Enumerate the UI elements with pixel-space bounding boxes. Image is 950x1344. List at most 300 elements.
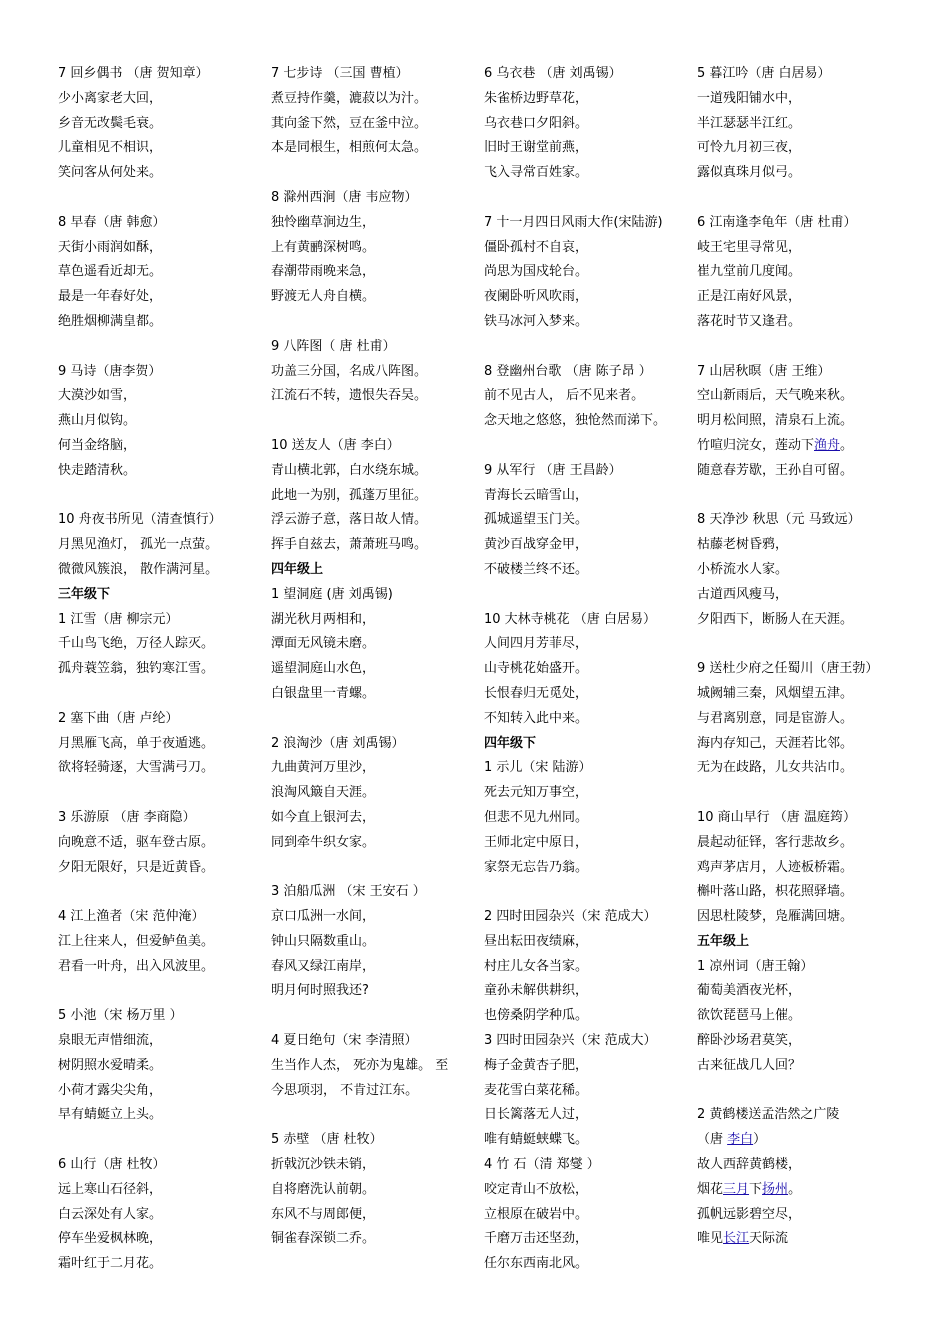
column-3 bbox=[484, 62, 696, 1277]
line-text: 。 bbox=[840, 437, 854, 453]
text-line bbox=[697, 87, 909, 112]
line-text: 青海长云暗雪山， bbox=[484, 487, 589, 503]
line-text: 远上寒山石径斜， bbox=[58, 1181, 163, 1197]
line-text: 家祭无忘告乃翁。 bbox=[484, 859, 589, 875]
line-text: 8 登幽州台歌 （唐 陈子昂 ） bbox=[484, 363, 652, 379]
line-text: 夜阑卧听风吹雨， bbox=[484, 289, 589, 305]
text-line bbox=[484, 459, 696, 484]
line-text: 1 凉州词（唐王翰） bbox=[697, 958, 814, 974]
line-text: 醉卧沙场君莫笑， bbox=[697, 1033, 802, 1049]
line-text: 潭面无风镜未磨。 bbox=[271, 636, 376, 652]
line-text: 正是江南好风景， bbox=[697, 289, 802, 305]
line-text: 5 暮江吟（唐 白居易） bbox=[697, 66, 831, 81]
line-text: 同到牵牛织女家。 bbox=[271, 834, 376, 850]
line-text: 岐王宅里寻常见， bbox=[697, 239, 802, 255]
text-line bbox=[484, 1029, 696, 1054]
line-text: 下 bbox=[749, 1181, 763, 1197]
text-line bbox=[484, 682, 696, 707]
grade-heading bbox=[58, 583, 270, 608]
text-line bbox=[697, 707, 909, 732]
line-text: 五年级上 bbox=[697, 933, 750, 949]
line-text: 大漠沙如雪， bbox=[58, 388, 137, 404]
line-text: 日长篱落无人过， bbox=[484, 1107, 589, 1123]
line-text: 念天地之悠悠，独怆然而涕下。 bbox=[484, 413, 667, 429]
line-text: 尚思为国戍轮台。 bbox=[484, 264, 589, 280]
line-text: 古道西风瘦马， bbox=[697, 586, 789, 602]
line-text: 孤城遥望玉门关。 bbox=[484, 512, 589, 528]
line-text: 9 八阵图（ 唐 杜甫） bbox=[271, 338, 396, 354]
line-text: 九曲黄河万里沙， bbox=[271, 760, 376, 776]
line-text: 空山新雨后，天气晚来秋。 bbox=[697, 388, 854, 404]
line-text: 燕山月似钩。 bbox=[58, 413, 137, 429]
line-text: 霜叶红于二月花。 bbox=[58, 1256, 163, 1272]
line-text: 槲叶落山路，枳花照驿墙。 bbox=[697, 884, 854, 900]
line-text: 明月松间照，清泉石上流。 bbox=[697, 413, 854, 429]
line-text: 如今直上银河去， bbox=[271, 809, 376, 825]
line-text: 2 黄鹤楼送孟浩然之广陵 bbox=[697, 1107, 840, 1123]
text-line bbox=[697, 360, 909, 385]
line-text: 泉眼无声惜细流， bbox=[58, 1033, 163, 1049]
line-text: 立根原在破岩中。 bbox=[484, 1206, 589, 1222]
line-text: 江流石不转，遗恨失吞吴。 bbox=[271, 388, 428, 404]
text-line bbox=[58, 236, 270, 261]
text-line bbox=[697, 459, 909, 484]
text-line bbox=[271, 1128, 483, 1153]
text-line bbox=[484, 409, 696, 434]
line-text: 明月何时照我还? bbox=[271, 983, 369, 999]
text-line bbox=[58, 260, 270, 285]
text-line bbox=[271, 360, 483, 385]
line-text: 3 泊船瓜洲 （宋 王安石 ） bbox=[271, 884, 426, 900]
line-text: 乌衣巷口夕阳斜。 bbox=[484, 115, 589, 131]
text-line bbox=[58, 707, 270, 732]
line-text: 10 商山早行 （唐 温庭筠） bbox=[697, 809, 856, 825]
text-line bbox=[697, 1054, 909, 1079]
text-line bbox=[58, 756, 270, 781]
text-line bbox=[484, 508, 696, 533]
hyperlink[interactable]: 渔舟 bbox=[814, 437, 841, 453]
text-line bbox=[484, 260, 696, 285]
line-text: 梅子金黄杏子肥， bbox=[484, 1057, 589, 1073]
text-line bbox=[271, 979, 483, 1004]
text-line bbox=[484, 756, 696, 781]
text-line bbox=[697, 1103, 909, 1128]
line-text: 8 早春（唐 韩愈） bbox=[58, 214, 166, 230]
line-text: 7 回乡偶书 （唐 贺知章） bbox=[58, 66, 209, 81]
line-text: 一道残阳铺水中， bbox=[697, 90, 802, 106]
line-text: 铜雀春深锁二乔。 bbox=[271, 1231, 376, 1247]
text-line bbox=[697, 657, 909, 682]
line-text: 野渡无人舟自横。 bbox=[271, 289, 376, 305]
line-text: 10 舟夜书所见（清查慎行） bbox=[58, 512, 222, 528]
text-line bbox=[58, 1252, 270, 1277]
grade-heading bbox=[697, 930, 909, 955]
text-line bbox=[697, 856, 909, 881]
text-line bbox=[697, 806, 909, 831]
text-line bbox=[58, 1178, 270, 1203]
text-line bbox=[271, 533, 483, 558]
text-line bbox=[58, 384, 270, 409]
line-text: 绝胜烟柳满皇都。 bbox=[58, 313, 163, 329]
line-text: 麦花雪白菜花稀。 bbox=[484, 1082, 589, 1098]
line-text: 小荷才露尖尖角， bbox=[58, 1082, 163, 1098]
line-text: 9 从军行 （唐 王昌龄） bbox=[484, 462, 622, 478]
line-text: 无为在歧路，儿女共沾巾。 bbox=[697, 760, 854, 776]
text-line bbox=[271, 781, 483, 806]
line-text: 天际流 bbox=[749, 1231, 789, 1247]
line-text: 10 大林寺桃花 （唐 白居易） bbox=[484, 611, 656, 627]
blank-line bbox=[271, 1103, 483, 1128]
line-text: 7 山居秋暝（唐 王维） bbox=[697, 363, 831, 379]
text-line bbox=[697, 384, 909, 409]
line-text: 1 江雪（唐 柳宗元） bbox=[58, 611, 179, 627]
column-2 bbox=[271, 62, 483, 1252]
text-line bbox=[58, 434, 270, 459]
text-line bbox=[697, 682, 909, 707]
line-text: 6 乌衣巷 （唐 刘禹锡） bbox=[484, 66, 622, 81]
line-text: 挥手自兹去，萧萧班马鸣。 bbox=[271, 537, 428, 553]
text-line bbox=[271, 682, 483, 707]
line-text: 晨起动征铎，客行悲故乡。 bbox=[697, 834, 854, 850]
text-line bbox=[484, 1103, 696, 1128]
text-line bbox=[271, 508, 483, 533]
line-text: 微微风簇浪， 散作满河星。 bbox=[58, 561, 219, 577]
line-text: ） bbox=[753, 1132, 767, 1148]
blank-line bbox=[58, 186, 270, 211]
text-line bbox=[271, 459, 483, 484]
line-text: 孤帆远影碧空尽， bbox=[697, 1206, 802, 1222]
text-line bbox=[271, 260, 483, 285]
line-text: 7 七步诗 （三国 曹植） bbox=[271, 66, 409, 81]
line-text: 孤舟蓑笠翁，独钓寒江雪。 bbox=[58, 661, 215, 677]
text-line bbox=[271, 112, 483, 137]
line-text: 小桥流水人家。 bbox=[697, 561, 789, 577]
text-line bbox=[484, 558, 696, 583]
text-line bbox=[484, 1079, 696, 1104]
text-line bbox=[484, 285, 696, 310]
line-text: 白云深处有人家。 bbox=[58, 1206, 163, 1222]
text-line bbox=[484, 1153, 696, 1178]
text-line bbox=[484, 112, 696, 137]
line-text: 落花时节又逢君。 bbox=[697, 313, 802, 329]
line-text: 欲饮琵琶马上催。 bbox=[697, 1008, 802, 1024]
text-line bbox=[484, 608, 696, 633]
hyperlink[interactable]: 扬州 bbox=[762, 1181, 789, 1197]
line-text: 竹喧归浣女，莲动下 bbox=[697, 437, 815, 453]
text-line bbox=[697, 608, 909, 633]
text-line bbox=[271, 806, 483, 831]
text-line bbox=[697, 310, 909, 335]
text-line bbox=[484, 211, 696, 236]
text-line bbox=[484, 1054, 696, 1079]
hyperlink[interactable]: 长江 bbox=[723, 1231, 750, 1247]
line-text: 黄沙百战穿金甲， bbox=[484, 537, 589, 553]
line-text: 5 小池（宋 杨万里 ） bbox=[58, 1008, 183, 1024]
text-line bbox=[697, 732, 909, 757]
line-text: 浮云游子意，落日故人情。 bbox=[271, 512, 428, 528]
line-text: 夕阳无限好，只是近黄昏。 bbox=[58, 859, 215, 875]
line-text: 村庄儿女各当家。 bbox=[484, 958, 589, 974]
line-text: 海内存知己，天涯若比邻。 bbox=[697, 735, 854, 751]
text-line bbox=[697, 583, 909, 608]
line-text: 4 竹 石（清 郑燮 ） bbox=[484, 1157, 600, 1173]
line-text: 10 送友人（唐 李白） bbox=[271, 437, 400, 453]
line-text: 故人西辞黄鹤楼， bbox=[697, 1157, 802, 1173]
line-text: 2 浪淘沙（唐 刘禹锡） bbox=[271, 735, 405, 751]
line-text: 任尔东西南北风。 bbox=[484, 1256, 589, 1272]
text-line bbox=[58, 632, 270, 657]
line-text: 春潮带雨晚来急， bbox=[271, 264, 376, 280]
line-text: 长恨春归无觅处， bbox=[484, 685, 589, 701]
text-line bbox=[697, 260, 909, 285]
text-line bbox=[484, 161, 696, 186]
blank-line bbox=[58, 335, 270, 360]
text-line bbox=[271, 608, 483, 633]
line-text: 铁马冰河入梦来。 bbox=[484, 313, 589, 329]
text-line bbox=[58, 1227, 270, 1252]
line-text: 遥望洞庭山水色， bbox=[271, 661, 376, 677]
line-text: 3 四时田园杂兴（宋 范成大） bbox=[484, 1033, 657, 1049]
text-line bbox=[271, 136, 483, 161]
text-line bbox=[697, 409, 909, 434]
hyperlink[interactable]: 三月 bbox=[723, 1181, 750, 1197]
text-line bbox=[484, 930, 696, 955]
line-text: 朱雀桥边野草花， bbox=[484, 90, 589, 106]
text-line bbox=[484, 1203, 696, 1228]
text-line bbox=[58, 409, 270, 434]
text-line bbox=[271, 1079, 483, 1104]
text-line bbox=[697, 62, 909, 87]
text-line bbox=[58, 459, 270, 484]
text-line bbox=[484, 236, 696, 261]
text-line bbox=[271, 285, 483, 310]
line-text: 月黑雁飞高，单于夜遁逃。 bbox=[58, 735, 215, 751]
line-text: 快走踏清秋。 bbox=[58, 462, 137, 478]
text-line bbox=[271, 1029, 483, 1054]
line-text: 山寺桃花始盛开。 bbox=[484, 661, 589, 677]
line-text: 四年级上 bbox=[271, 561, 324, 577]
line-text: 上有黄鹂深树鸣。 bbox=[271, 239, 376, 255]
text-line bbox=[58, 62, 270, 87]
line-text: 青山横北郭，白水绕东城。 bbox=[271, 462, 428, 478]
line-text: 最是一年春好处， bbox=[58, 289, 163, 305]
text-line bbox=[271, 732, 483, 757]
text-line bbox=[484, 905, 696, 930]
line-text: 笑问客从何处来。 bbox=[58, 165, 163, 181]
line-text: 5 赤壁 （唐 杜牧） bbox=[271, 1132, 383, 1148]
blank-line bbox=[271, 310, 483, 335]
line-text: 千山鸟飞绝，万径人踪灭。 bbox=[58, 636, 215, 652]
blank-line bbox=[484, 186, 696, 211]
text-line bbox=[58, 1153, 270, 1178]
text-line bbox=[697, 211, 909, 236]
text-line bbox=[484, 533, 696, 558]
blank-line bbox=[697, 335, 909, 360]
line-text: 少小离家老大回， bbox=[58, 90, 163, 106]
text-line bbox=[484, 657, 696, 682]
line-text: 可怜九月初三夜， bbox=[697, 140, 802, 156]
line-text: 浪淘风簸自天涯。 bbox=[271, 785, 376, 801]
line-text: 1 望洞庭 (唐 刘禹锡) bbox=[271, 586, 393, 602]
text-line bbox=[484, 87, 696, 112]
text-line bbox=[697, 1203, 909, 1228]
text-line bbox=[58, 1054, 270, 1079]
line-text: 三年级下 bbox=[58, 586, 111, 602]
line-text: 9 马诗（唐李贺） bbox=[58, 363, 162, 379]
text-line bbox=[271, 1054, 483, 1079]
line-text: 功盖三分国，名成八阵图。 bbox=[271, 363, 428, 379]
text-line bbox=[697, 112, 909, 137]
text-line bbox=[484, 856, 696, 881]
text-line bbox=[484, 806, 696, 831]
text-line bbox=[697, 1128, 909, 1153]
line-text: 死去元知万事空， bbox=[484, 785, 589, 801]
hyperlink[interactable]: 李白 bbox=[727, 1132, 754, 1148]
text-line bbox=[697, 285, 909, 310]
blank-line bbox=[58, 1128, 270, 1153]
text-line bbox=[58, 533, 270, 558]
line-text: 1 示儿（宋 陆游） bbox=[484, 760, 592, 776]
line-text: 千磨万击还坚劲， bbox=[484, 1231, 589, 1247]
text-line bbox=[697, 756, 909, 781]
text-line bbox=[484, 781, 696, 806]
text-line bbox=[697, 1178, 909, 1203]
line-text: 折戟沉沙铁未销， bbox=[271, 1157, 376, 1173]
text-line bbox=[484, 384, 696, 409]
text-line bbox=[697, 905, 909, 930]
text-line bbox=[58, 1103, 270, 1128]
line-text: 咬定青山不放松， bbox=[484, 1181, 589, 1197]
line-text: 钟山只隔数重山。 bbox=[271, 933, 376, 949]
text-line bbox=[58, 1029, 270, 1054]
text-line bbox=[58, 1079, 270, 1104]
blank-line bbox=[58, 880, 270, 905]
line-text: 湖光秋月两相和， bbox=[271, 611, 376, 627]
blank-line bbox=[58, 781, 270, 806]
line-text: 四年级下 bbox=[484, 735, 537, 751]
text-line bbox=[697, 955, 909, 980]
line-text: 何当金络脑， bbox=[58, 437, 137, 453]
text-line bbox=[58, 161, 270, 186]
line-text: 本是同根生，相煎何太急。 bbox=[271, 140, 428, 156]
blank-line bbox=[271, 1004, 483, 1029]
line-text: 半江瑟瑟半江红。 bbox=[697, 115, 802, 131]
text-line bbox=[271, 384, 483, 409]
text-line bbox=[697, 558, 909, 583]
text-line bbox=[58, 360, 270, 385]
blank-line bbox=[271, 856, 483, 881]
text-line bbox=[697, 533, 909, 558]
line-text: 唯有蜻蜓蛱蝶飞。 bbox=[484, 1132, 589, 1148]
line-text: 煮豆持作羹，漉菽以为汁。 bbox=[271, 90, 428, 106]
line-text: 2 塞下曲（唐 卢纶） bbox=[58, 710, 179, 726]
text-line bbox=[697, 880, 909, 905]
blank-line bbox=[484, 583, 696, 608]
line-text: 春风又绿江南岸， bbox=[271, 958, 376, 974]
text-line bbox=[484, 955, 696, 980]
text-line bbox=[58, 136, 270, 161]
text-line bbox=[58, 732, 270, 757]
line-text: 停车坐爱枫林晚， bbox=[58, 1231, 163, 1247]
text-line bbox=[271, 211, 483, 236]
text-line bbox=[697, 161, 909, 186]
line-text: 树阴照水爱晴柔。 bbox=[58, 1057, 163, 1073]
blank-line bbox=[484, 434, 696, 459]
line-text: 君看一叶舟，出入风波里。 bbox=[58, 958, 215, 974]
text-line bbox=[58, 657, 270, 682]
text-line bbox=[271, 434, 483, 459]
line-text: 东风不与周郎便， bbox=[271, 1206, 376, 1222]
text-line bbox=[58, 285, 270, 310]
line-text: 欲将轻骑逐，大雪满弓刀。 bbox=[58, 760, 215, 776]
text-line bbox=[271, 657, 483, 682]
line-text: 萁向釜下然，豆在釜中泣。 bbox=[271, 115, 428, 131]
text-line bbox=[271, 186, 483, 211]
blank-line bbox=[271, 409, 483, 434]
line-text: 白银盘里一青螺。 bbox=[271, 685, 376, 701]
column-4 bbox=[697, 62, 909, 1252]
line-text: 葡萄美酒夜光杯， bbox=[697, 983, 802, 999]
text-line bbox=[484, 632, 696, 657]
line-text: 也傍桑阴学种瓜。 bbox=[484, 1008, 589, 1024]
text-line bbox=[484, 1227, 696, 1252]
text-line bbox=[271, 484, 483, 509]
line-text: 今思项羽， 不肯过江东。 bbox=[271, 1082, 419, 1098]
line-text: 不知转入此中来。 bbox=[484, 710, 589, 726]
line-text: 飞入寻常百姓家。 bbox=[484, 165, 589, 181]
text-line bbox=[271, 236, 483, 261]
text-line bbox=[58, 930, 270, 955]
text-line bbox=[271, 880, 483, 905]
text-line bbox=[484, 136, 696, 161]
text-line bbox=[271, 62, 483, 87]
line-text: 江上往来人，但爱鲈鱼美。 bbox=[58, 933, 215, 949]
line-text: 自将磨洗认前朝。 bbox=[271, 1181, 376, 1197]
line-text: 因思杜陵梦，凫雁满回塘。 bbox=[697, 909, 854, 925]
text-line bbox=[271, 87, 483, 112]
text-line bbox=[58, 112, 270, 137]
line-text: 前不见古人， 后不见来者。 bbox=[484, 388, 645, 404]
line-text: 草色遥看近却无。 bbox=[58, 264, 163, 280]
line-text: 4 江上渔者（宋 范仲淹） bbox=[58, 909, 205, 925]
line-text: 人间四月芳菲尽， bbox=[484, 636, 589, 652]
line-text: 2 四时田园杂兴（宋 范成大） bbox=[484, 909, 657, 925]
text-line bbox=[271, 831, 483, 856]
line-text: 童孙未解供耕织， bbox=[484, 983, 589, 999]
blank-line bbox=[697, 781, 909, 806]
text-line bbox=[58, 955, 270, 980]
text-line bbox=[271, 905, 483, 930]
text-line bbox=[58, 1203, 270, 1228]
text-line bbox=[271, 335, 483, 360]
blank-line bbox=[271, 707, 483, 732]
line-text: 露似真珠月似弓。 bbox=[697, 165, 802, 181]
line-text: 月黑见渔灯， 孤光一点萤。 bbox=[58, 537, 219, 553]
blank-line bbox=[484, 335, 696, 360]
line-text: 独怜幽草涧边生， bbox=[271, 214, 376, 230]
line-text: 昼出耘田夜绩麻， bbox=[484, 933, 589, 949]
text-line bbox=[697, 1004, 909, 1029]
blank-line bbox=[484, 880, 696, 905]
line-text: 崔九堂前几度闻。 bbox=[697, 264, 802, 280]
text-line bbox=[271, 1153, 483, 1178]
line-text: 古来征战几人回？ bbox=[697, 1057, 802, 1073]
line-text: 天街小雨润如酥， bbox=[58, 239, 163, 255]
line-text: 早有蜻蜓立上头。 bbox=[58, 1107, 163, 1123]
text-line bbox=[484, 1252, 696, 1277]
line-text: 7 十一月四日风雨大作(宋陆游) bbox=[484, 214, 663, 230]
text-line bbox=[484, 831, 696, 856]
